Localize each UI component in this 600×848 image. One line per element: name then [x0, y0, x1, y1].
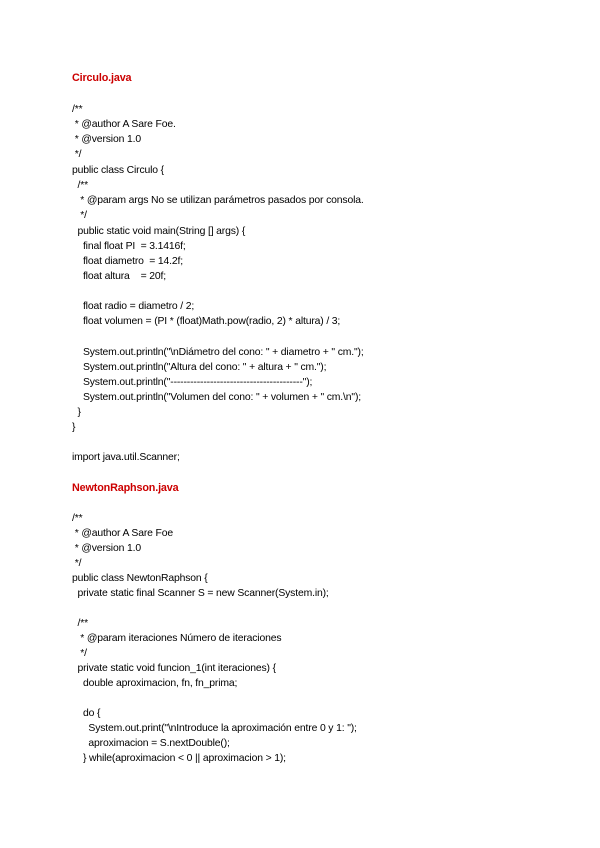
code-line: double aproximacion, fn, fn_prima; — [72, 678, 238, 689]
code-line: import java.util.Scanner; — [72, 452, 180, 463]
code-line: float altura = 20f; — [72, 271, 166, 282]
code-line: System.out.println("----------------------------------------"); — [72, 377, 313, 388]
code-line: float radio = diametro / 2; — [72, 301, 195, 312]
code-line: * @author A Sare Foe. — [72, 119, 176, 130]
code-line: System.out.print("\nIntroduce la aproximación entre 0 y 1: "); — [72, 723, 357, 734]
code-line: float diametro = 14.2f; — [72, 256, 184, 267]
code-line: */ — [72, 558, 82, 569]
code-line: public class Circulo { — [72, 165, 164, 176]
code-line: /** — [72, 618, 88, 629]
file-title-circulo: Circulo.java — [72, 72, 132, 84]
code-line: } — [72, 407, 81, 418]
code-line: * @version 1.0 — [72, 543, 141, 554]
code-line: * @author A Sare Foe — [72, 528, 173, 539]
code-line: public class NewtonRaphson { — [72, 573, 208, 584]
code-line: aproximacion = S.nextDouble(); — [72, 738, 230, 749]
code-line: float volumen = (PI * (float)Math.pow(radio, 2) * altura) / 3; — [72, 316, 341, 327]
code-line: System.out.println("Volumen del cono: " + volumen + " cm.\n"); — [72, 392, 361, 403]
code-line: System.out.println("\nDiámetro del cono: " + diametro + " cm."); — [72, 347, 364, 358]
code-line: do { — [72, 708, 101, 719]
code-line: /** — [72, 513, 83, 524]
code-line: System.out.println("Altura del cono: " + altura + " cm."); — [72, 362, 327, 373]
code-line: */ — [72, 149, 82, 160]
code-line: private static void funcion_1(int iteraciones) { — [72, 663, 276, 674]
file-title-newtonraphson: NewtonRaphson.java — [72, 482, 179, 494]
code-line: } — [72, 422, 76, 433]
code-line: public static void main(String [] args) { — [72, 226, 246, 237]
code-line: * @param args No se utilizan parámetros pasados por consola. — [72, 195, 364, 206]
code-line: private static final Scanner S = new Scanner(System.in); — [72, 588, 329, 599]
code-line: /** — [72, 180, 88, 191]
code-line: * @version 1.0 — [72, 134, 141, 145]
code-line: final float PI = 3.1416f; — [72, 241, 186, 252]
code-line: } while(aproximacion < 0 || aproximacion > 1); — [72, 753, 286, 764]
code-line: */ — [72, 648, 87, 659]
code-line: /** — [72, 104, 83, 115]
code-line: * @param iteraciones Número de iteraciones — [72, 633, 282, 644]
code-line: */ — [72, 210, 87, 221]
